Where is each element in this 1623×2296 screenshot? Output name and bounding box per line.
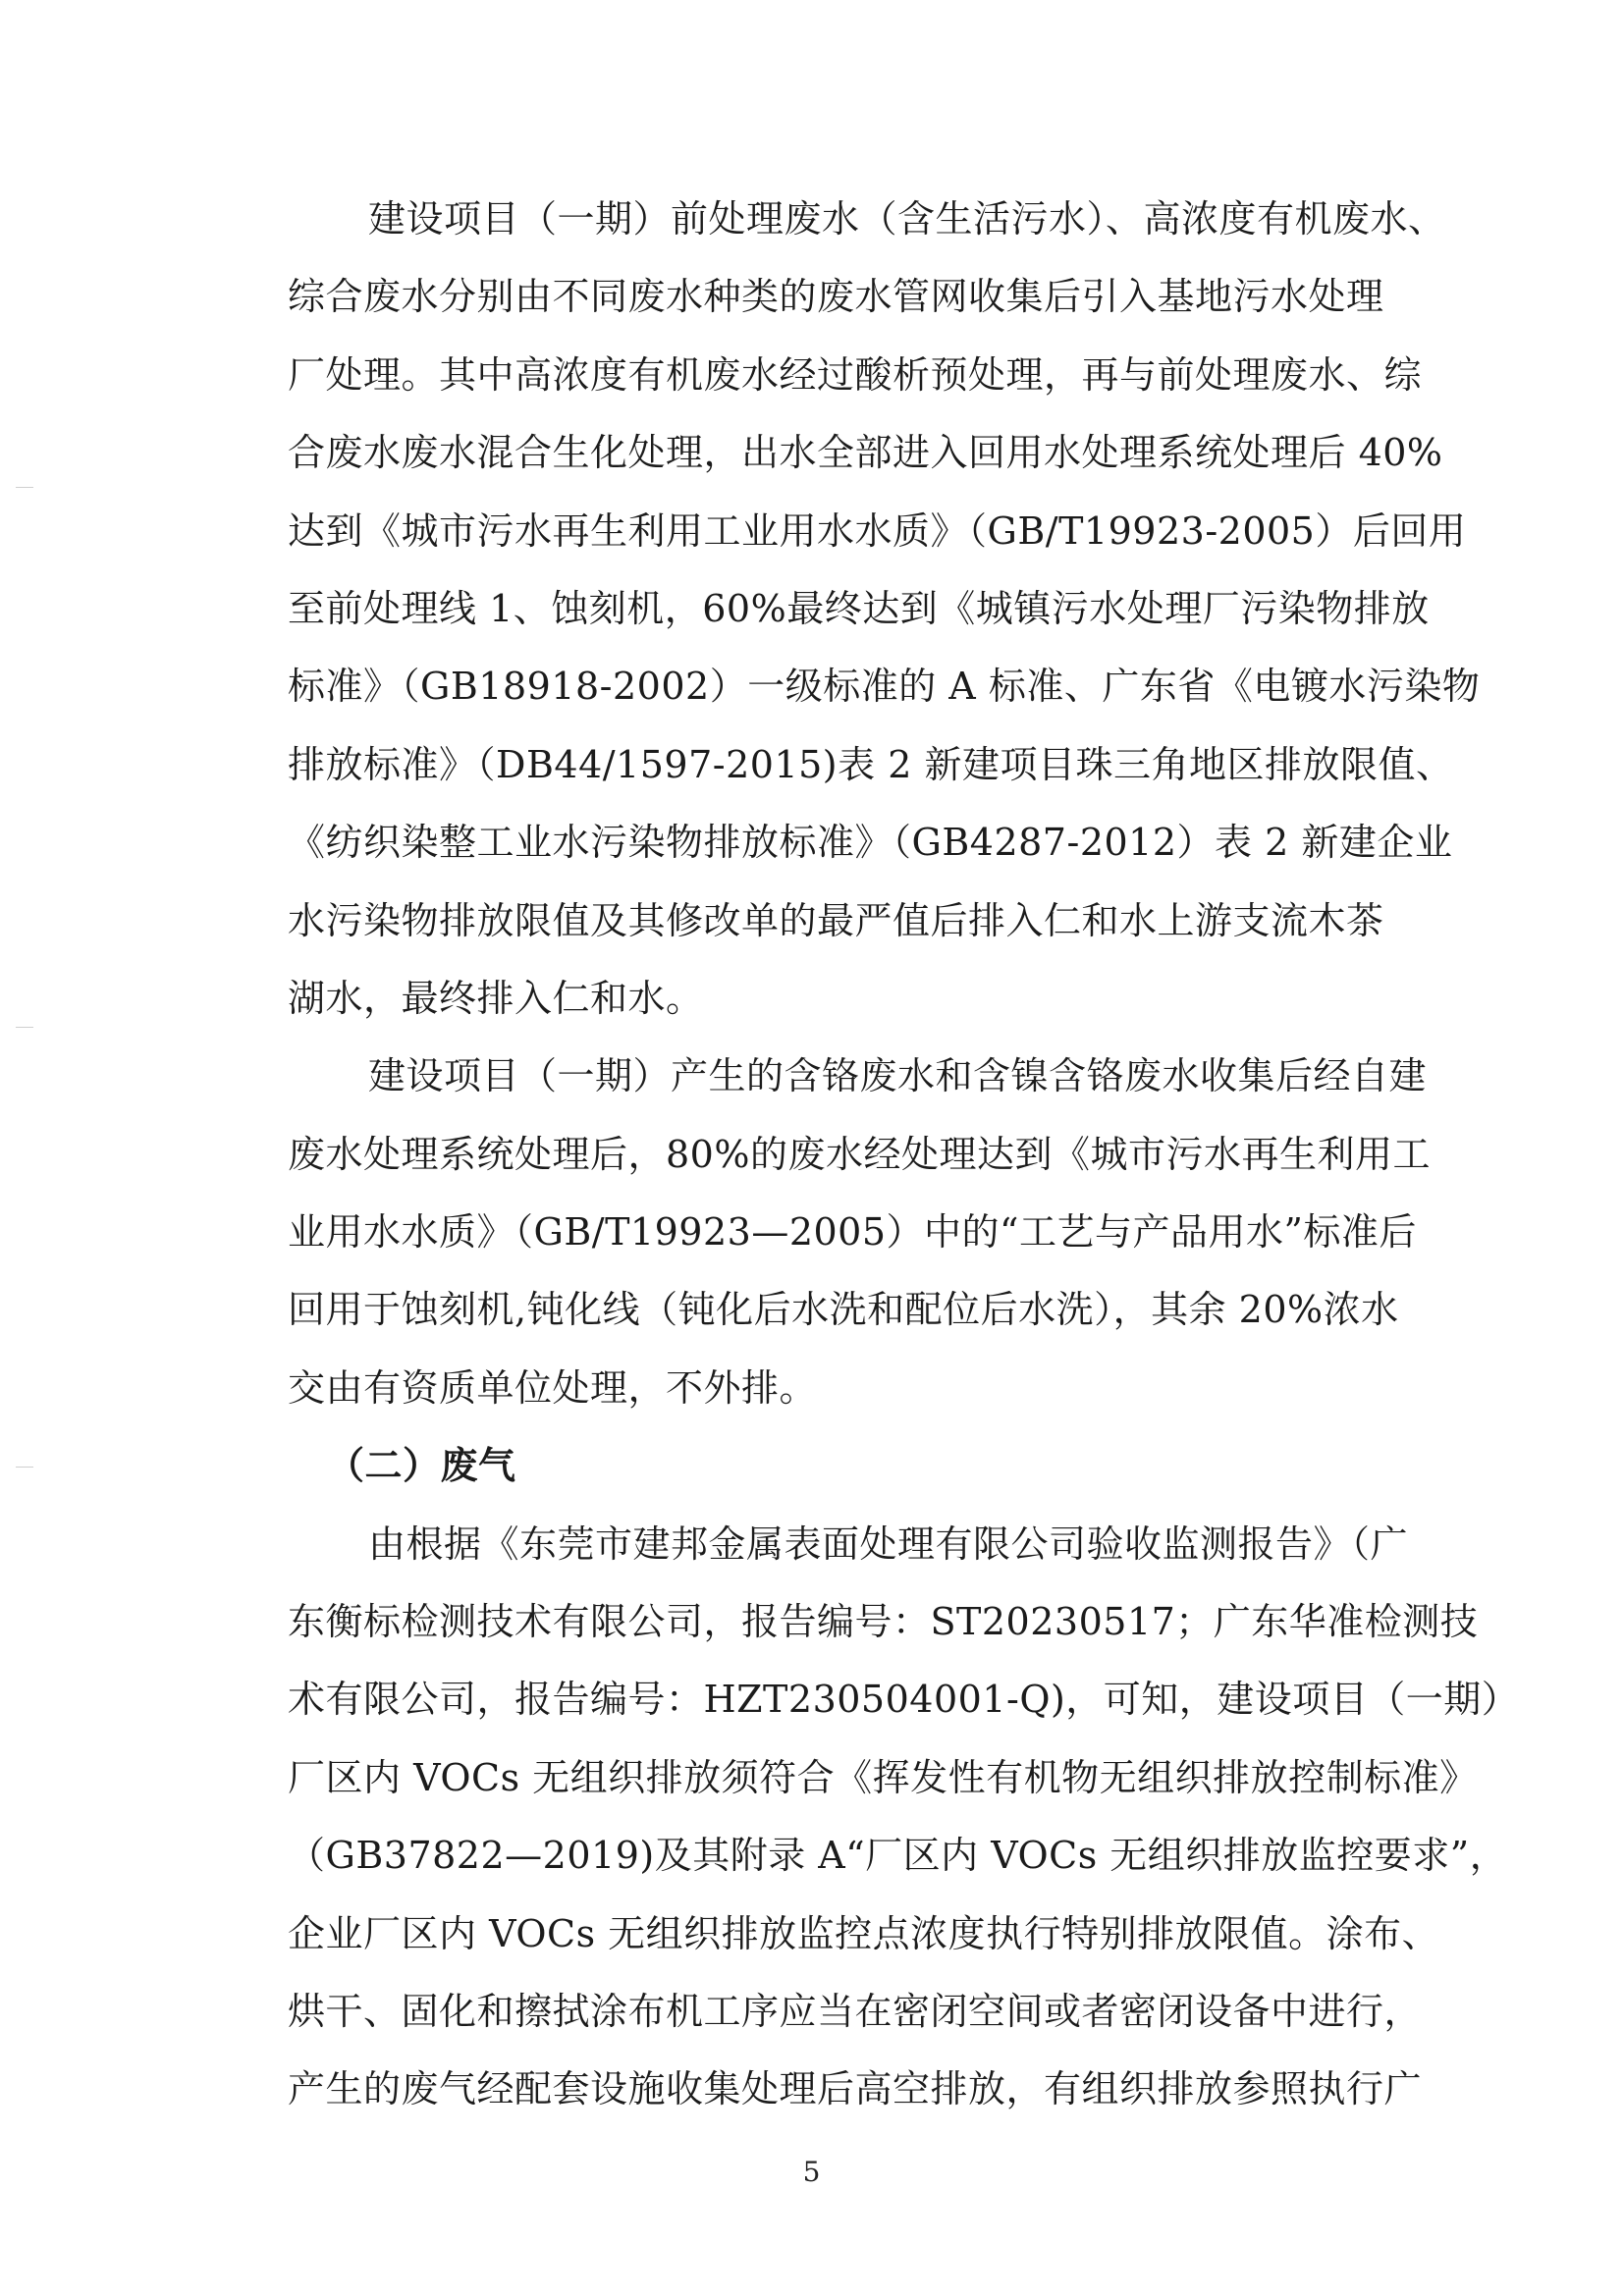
scan-margin-mark: [16, 1467, 33, 1468]
scan-margin-mark: [16, 487, 33, 488]
scan-margin-mark: [16, 1027, 33, 1028]
text-line: 合废水废水混合生化处理，出水全部进入回用水处理系统处理后 40%: [288, 431, 1443, 475]
text-line: 废水处理系统处理后，80%的废水经处理达到《城市污水再生利用工: [288, 1132, 1431, 1176]
paragraph-chromium-wastewater: [288, 1038, 1431, 1427]
text-line: 水污染物排放限值及其修改单的最严值后排入仁和水上游支流木茶: [288, 898, 1384, 942]
text-line: 排放标准》（DB44/1597-2015)表 2 新建项目珠三角地区排放限值、: [288, 742, 1454, 786]
text-line: 《纺织染整工业水污染物排放标准》（GB4287-2012）表 2 新建企业: [288, 821, 1453, 865]
text-line: （GB37822—2019)及其附录 A“厂区内 VOCs 无组织排放监控要求”，: [288, 1834, 1508, 1878]
text-line: 厂区内 VOCs 无组织排放须符合《挥发性有机物无组织排放控制标准》: [288, 1755, 1478, 1799]
text-line: 湖水，最终排入仁和水。: [288, 976, 704, 1020]
text-line: 由根据《东莞市建邦金属表面处理有限公司验收监测报告》（广: [368, 1522, 1409, 1566]
text-line: 东衡标检测技术有限公司，报告编号：ST20230517；广东华准检测技: [288, 1600, 1479, 1644]
document-body: [288, 181, 1520, 2129]
text-line: 达到《城市污水再生利用工业用水水质》（GB/T19923-2005）后回用: [288, 508, 1467, 553]
paragraph-wastewater-treatment: [288, 181, 1481, 1038]
text-line: 综合废水分别由不同废水种类的废水管网收集后引入基地污水处理: [288, 275, 1384, 319]
section-heading-exhaust-gas: （二）废气: [327, 1444, 516, 1488]
page-number: 5: [802, 2156, 821, 2188]
text-line: 业用水水质》（GB/T19923—2005）中的“工艺与产品用水”标准后: [288, 1210, 1417, 1255]
text-line: 标准》（GB18918-2002）一级标准的 A 标准、广东省《电镀水污染物: [288, 665, 1481, 709]
text-line: 回用于蚀刻机,钝化线（钝化后水洗和配位后水洗），其余 20%浓水: [288, 1288, 1399, 1332]
text-line: 建设项目（一期）前处理废水（含生活污水）、高浓度有机废水、: [368, 197, 1446, 240]
paragraph-exhaust-gas: [288, 1506, 1520, 2129]
text-line: 至前处理线 1、蚀刻机，60%最终达到《城镇污水处理厂污染物排放: [288, 586, 1430, 630]
text-line: 交由有资质单位处理，不外排。: [288, 1365, 818, 1410]
text-line: 建设项目（一期）产生的含铬废水和含镍含铬废水收集后经自建: [368, 1054, 1428, 1098]
text-line: 术有限公司，报告编号：HZT230504001-Q)，可知，建设项目（一期）: [288, 1678, 1520, 1722]
text-line: 烘干、固化和擦拭涂布机工序应当在密闭空间或者密闭设备中进行，: [288, 1989, 1423, 2033]
text-line: 产生的废气经配套设施收集处理后高空排放，有组织排放参照执行广: [288, 2067, 1423, 2111]
text-line: 厂处理。其中高浓度有机废水经过酸析预处理，再与前处理废水、综: [288, 352, 1423, 397]
text-line: 企业厂区内 VOCs 无组织排放监控点浓度执行特别排放限值。涂布、: [288, 1911, 1440, 1955]
